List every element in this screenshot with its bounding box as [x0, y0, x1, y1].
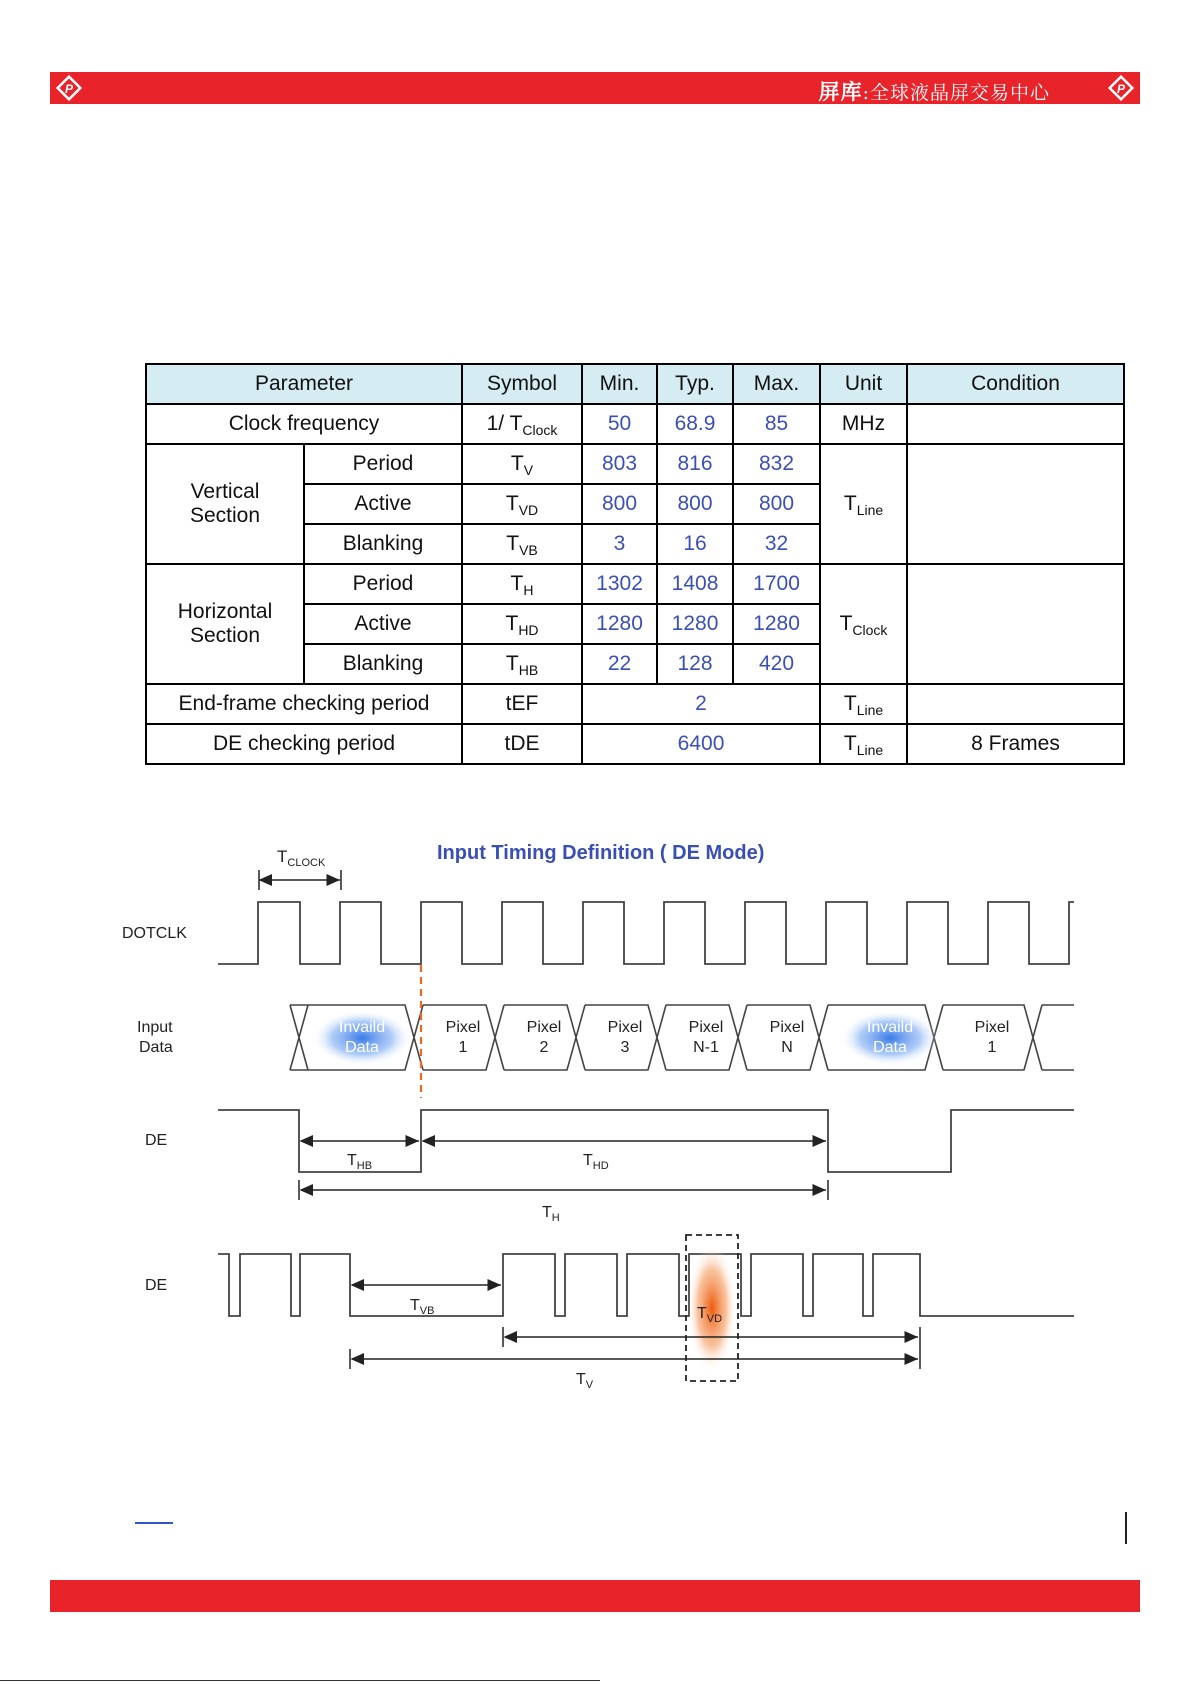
- param-cell: Blanking: [304, 644, 462, 684]
- min-cell: 22: [582, 644, 657, 684]
- dotclk-waveform: [218, 902, 1074, 964]
- value-cell: 2: [582, 684, 820, 724]
- col-header-unit: Unit: [820, 364, 907, 404]
- bus-cell-label: 3: [620, 1039, 630, 1056]
- max-cell: 1700: [733, 564, 820, 604]
- bus-cell-label: Pixel: [769, 1019, 805, 1036]
- condition-cell: [907, 564, 1124, 684]
- bus-cell-label: Pixel: [688, 1019, 724, 1036]
- param-cell: Clock frequency: [146, 404, 462, 444]
- page-margin-rule: [1125, 1512, 1127, 1544]
- unit-cell: $T_{Line}$: [820, 684, 907, 724]
- table-row: [146, 684, 1124, 724]
- param-cell: Blanking: [304, 524, 462, 564]
- param-cell: End-frame checking period: [146, 684, 462, 724]
- section-label-horizontal: Horizontal Section: [146, 564, 304, 684]
- table-row: [146, 404, 1124, 444]
- symbol-cell: $T_{HB}$: [462, 644, 582, 684]
- tvd-label: $T_{VD}$: [697, 1305, 723, 1325]
- typ-cell: 16: [657, 524, 733, 564]
- min-cell: 800: [582, 484, 657, 524]
- th-label: $T_H$: [542, 1204, 560, 1224]
- table-row: [146, 444, 1124, 484]
- bus-cell-label: 1: [987, 1039, 997, 1056]
- bus-cell-label: Pixel: [526, 1019, 562, 1036]
- typ-cell: 1280: [657, 604, 733, 644]
- timing-spec-table: [145, 363, 1125, 765]
- col-header-condition: Condition: [907, 364, 1124, 404]
- page-bottom-rule: [0, 1680, 600, 1681]
- brand-title: 屏库:全球液晶屏交易中心: [818, 80, 1050, 104]
- max-cell: 85: [733, 404, 820, 444]
- bus-cell-label: Data: [345, 1039, 379, 1056]
- symbol-cell: $T_V$: [462, 444, 582, 484]
- diagram-title: Input Timing Definition ( DE Mode): [437, 842, 765, 864]
- symbol-cell: $T_{HD}$: [462, 604, 582, 644]
- param-cell: Active: [304, 604, 462, 644]
- condition-cell: [907, 684, 1124, 724]
- bus-cell-label: N-1: [693, 1039, 719, 1056]
- table-row: [146, 564, 1124, 604]
- typ-cell: 800: [657, 484, 733, 524]
- condition-cell: [907, 404, 1124, 444]
- symbol-cell: 1/ $T_{Clock}$: [462, 404, 582, 444]
- condition-cell: 8 Frames: [907, 724, 1124, 764]
- min-cell: 3: [582, 524, 657, 564]
- signal-label-de-1: DE: [145, 1132, 168, 1149]
- tvd-highlight: [688, 1244, 736, 1372]
- symbol-cell: tEF: [462, 684, 582, 724]
- bus-cell-label: Pixel: [607, 1019, 643, 1036]
- max-cell: 832: [733, 444, 820, 484]
- condition-cell: [907, 444, 1124, 564]
- table-row: [146, 724, 1124, 764]
- param-cell: Active: [304, 484, 462, 524]
- header-bar: [50, 72, 1140, 104]
- unit-cell: MHz: [820, 404, 907, 444]
- footnote-underline: [135, 1522, 173, 1524]
- bus-cell-label: N: [781, 1039, 793, 1056]
- min-cell: 1280: [582, 604, 657, 644]
- unit-cell: $T_{Line}$: [820, 724, 907, 764]
- tvb-label: $T_{VB}$: [410, 1297, 435, 1317]
- bus-cell-label: Invaild: [338, 1019, 386, 1036]
- thd-label: $T_{HD}$: [583, 1152, 609, 1172]
- tclock-label: [277, 847, 326, 869]
- min-cell: 50: [582, 404, 657, 444]
- timing-diagram: [0, 820, 1191, 1410]
- value-cell: 6400: [582, 724, 820, 764]
- param-cell: Period: [304, 564, 462, 604]
- table-header-row: [146, 364, 1124, 404]
- section-label-vertical: Vertical Section: [146, 444, 304, 564]
- typ-cell: 816: [657, 444, 733, 484]
- min-cell: 1302: [582, 564, 657, 604]
- footer-bar: [50, 1580, 1140, 1612]
- bus-cell-label: Pixel: [445, 1019, 481, 1036]
- brand-logo-icon-right: [1108, 75, 1134, 101]
- bus-cell-label: Data: [873, 1039, 907, 1056]
- max-cell: 800: [733, 484, 820, 524]
- de-vertical-waveform: [218, 1254, 1074, 1316]
- thb-label: $T_{HB}$: [347, 1152, 373, 1172]
- symbol-cell: $T_H$: [462, 564, 582, 604]
- bus-cell-label: 2: [539, 1039, 549, 1056]
- svg-text:P: P: [1116, 82, 1126, 96]
- tv-label: $T_V$: [576, 1371, 594, 1391]
- symbol-cell: tDE: [462, 724, 582, 764]
- unit-cell: $T_{Line}$: [820, 444, 907, 564]
- bus-cell-label: Invaild: [866, 1019, 914, 1036]
- signal-label-data: Data: [139, 1039, 173, 1056]
- typ-cell: 68.9: [657, 404, 733, 444]
- col-header-max: Max.: [733, 364, 820, 404]
- col-header-typ: Typ.: [657, 364, 733, 404]
- bus-cell-label: Pixel: [974, 1019, 1010, 1036]
- signal-label-input: Input: [137, 1019, 173, 1036]
- param-cell: DE checking period: [146, 724, 462, 764]
- param-cell: Period: [304, 444, 462, 484]
- min-cell: 803: [582, 444, 657, 484]
- max-cell: 420: [733, 644, 820, 684]
- max-cell: 1280: [733, 604, 820, 644]
- brand-logo-icon: [56, 75, 82, 101]
- max-cell: 32: [733, 524, 820, 564]
- svg-text:TCLOCK: $T_{CLOCK}$: [277, 847, 326, 869]
- bus-cell-label: 1: [458, 1039, 468, 1056]
- symbol-cell: $T_{VD}$: [462, 484, 582, 524]
- typ-cell: 128: [657, 644, 733, 684]
- signal-label-dotclk: DOTCLK: [122, 925, 187, 942]
- symbol-cell: $T_{VB}$: [462, 524, 582, 564]
- svg-text:P: P: [64, 82, 74, 96]
- col-header-parameter: Parameter: [146, 364, 462, 404]
- col-header-symbol: Symbol: [462, 364, 582, 404]
- signal-label-de-2: DE: [145, 1277, 168, 1294]
- col-header-min: Min.: [582, 364, 657, 404]
- unit-cell: $T_{Clock}$: [820, 564, 907, 684]
- typ-cell: 1408: [657, 564, 733, 604]
